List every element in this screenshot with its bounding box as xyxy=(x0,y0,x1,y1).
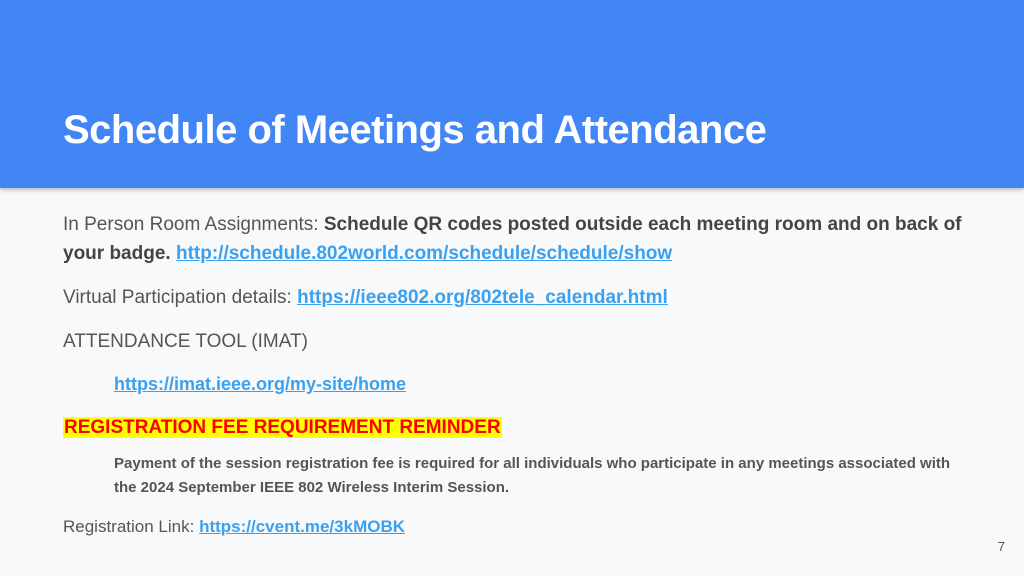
attendance-link-paragraph xyxy=(114,370,963,399)
in-person-label: In Person Room Assignments: xyxy=(63,214,324,235)
registration-description: Payment of the session registration fee is required for all individuals who participate in any meetings associated with the 2024 September IEEE 802 Wireless Interim Session. xyxy=(114,455,951,496)
attendance-heading: ATTENDANCE TOOL (IMAT) xyxy=(63,331,308,352)
virtual-paragraph xyxy=(63,283,963,312)
registration-link[interactable]: https://cvent.me/3kMOBK xyxy=(199,517,406,536)
imat-link[interactable]: https://imat.ieee.org/my-site/home xyxy=(114,374,407,394)
schedule-link[interactable]: http://schedule.802world.com/schedule/schedule/show xyxy=(175,243,673,264)
slide-content xyxy=(63,210,963,541)
slide-title: Schedule of Meetings and Attendance xyxy=(63,108,767,152)
registration-link-paragraph xyxy=(63,512,963,541)
virtual-label: Virtual Participation details: xyxy=(63,287,298,308)
in-person-text: Schedule QR codes posted outside each meeting room and on back of your badge. xyxy=(63,214,962,264)
page-number: 7 xyxy=(997,539,1005,554)
registration-reminder: REGISTRATION FEE REQUIREMENT REMINDER xyxy=(64,417,501,438)
registration-reminder-paragraph xyxy=(63,413,963,442)
virtual-link[interactable]: https://ieee802.org/802tele_calendar.html xyxy=(297,287,668,308)
slide-header xyxy=(0,0,1024,188)
in-person-paragraph xyxy=(63,210,963,268)
registration-link-label: Registration Link: xyxy=(63,517,200,536)
